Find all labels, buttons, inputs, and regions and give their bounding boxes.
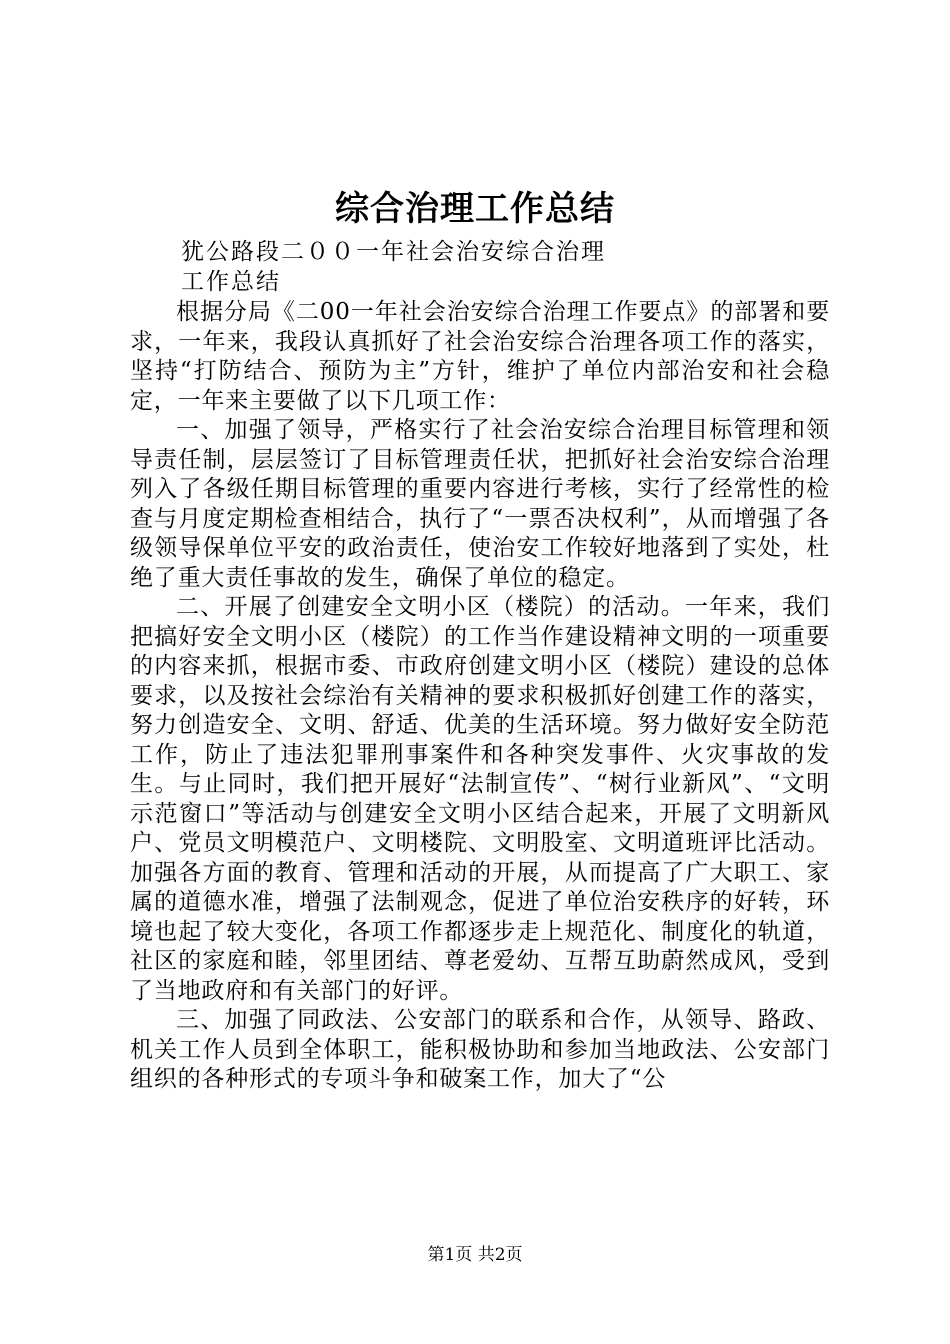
paragraph-section-1: 一、加强了领导，严格实行了社会治安综合治理目标管理和领导责任制，层层签订了目标管理责任状，把抓好社会治安综合治理列入了各级任期目标管理的重要内容进行考核，实行了经常性的检查与月度定期检查相结合，执行了“一票否决权利”，从而增强了各级领导保单位平安的政治责任，使治安工作较好地落到了实处，杜绝了重大责任事故的发生，确保了单位的稳定。: [130, 417, 830, 591]
paragraph-intro: 根据分局《二00一年社会治安综合治理工作要点》的部署和要求，一年来，我段认真抓好了社会治安综合治理各项工作的落实，坚持“打防结合、预防为主”方针，维护了单位内部治安和社会稳定，一年来主要做了以下几项工作：: [130, 299, 830, 414]
subtitle-line-2: 工作总结: [181, 269, 281, 295]
paragraph-section-3: 三、加强了同政法、公安部门的联系和合作，从领导、路政、机关工作人员到全体职工，能积极协助和参加当地政法、公安部门组织的各种形式的专项斗争和破案工作，加大了“公: [130, 1007, 830, 1092]
paragraph-section-2: 二、开展了创建安全文明小区（楼院）的活动。一年来，我们把搞好安全文明小区（楼院）的工作当作建设精神文明的一项重要的内容来抓，根据市委、市政府创建文明小区（楼院）建设的总体要求，以及按社会综治有关精神的要求积极抓好创建工作的落实，努力创造安全、文明、舒适、优美的生活环境。努力做好安全防范工作，防止了违法犯罪刑事案件和各种突发事件、火灾事故的发生。与止同时，我们把开展好“法制宣传”、“树行业新风”、“文明示范窗口”等活动与创建安全文明小区结合起来，开展了文明新风户、党员文明模范户、文明楼院、文明股室、文明道班评比活动。加强各方面的教育、管理和活动的开展，从而提高了广大职工、家属的道德水准，增强了法制观念，促进了单位治安秩序的好转，环境也起了较大变化，各项工作都逐步走上规范化、制度化的轨道，社区的家庭和睦，邻里团结、尊老爱幼、互帮互助蔚然成风，受到了当地政府和有关部门的好评。: [130, 594, 830, 1004]
page-title: 综合治理工作总结: [335, 189, 615, 229]
document-body: [130, 298, 830, 1095]
subtitle-line-1: 犹公路段二００一年社会治安综合治理: [181, 239, 606, 265]
page-number-footer: 第1页 共2页: [427, 1245, 523, 1265]
